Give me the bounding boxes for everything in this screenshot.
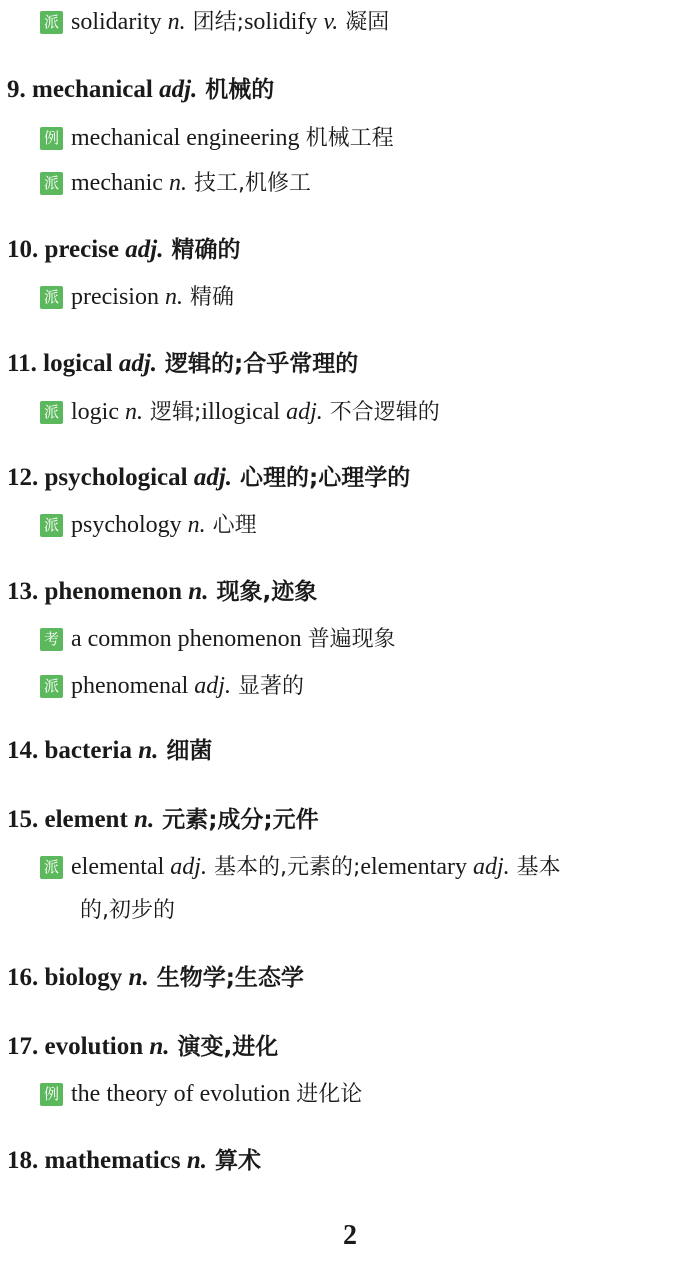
english-term: elemental — [71, 854, 171, 880]
entry-subline — [40, 670, 304, 703]
chinese-gloss: 的,初步的 — [80, 898, 175, 923]
english-term: 13. phenomenon — [7, 578, 189, 605]
part-of-speech: n. — [187, 512, 206, 538]
english-term: 11. logical — [7, 350, 119, 377]
english-term: 14. bacteria — [7, 737, 139, 764]
derivative-badge: 派 — [40, 675, 63, 698]
chinese-gloss: 团结; — [185, 10, 245, 35]
chinese-gloss: 技工,机修工 — [186, 171, 311, 196]
chinese-gloss: 逻辑的;合乎常理的 — [157, 351, 359, 377]
english-term: 9. mechanical — [7, 76, 160, 103]
english-term: 17. evolution — [7, 1033, 150, 1060]
entry-headword — [7, 234, 240, 266]
chinese-gloss: 基本 — [509, 855, 561, 880]
part-of-speech: n. — [138, 737, 159, 764]
chinese-gloss: 细菌 — [158, 738, 213, 764]
part-of-speech: n. — [188, 578, 209, 605]
english-term: precision — [71, 284, 165, 310]
entry-headword — [7, 74, 274, 106]
english-term: phenomenal — [71, 673, 195, 699]
english-term: 15. element — [7, 806, 135, 833]
english-term: mechanic — [71, 170, 169, 196]
chinese-gloss: 精确 — [182, 285, 234, 310]
english-term: solidify — [244, 9, 324, 35]
english-term: mechanical engineering — [71, 125, 306, 151]
part-of-speech: n. — [164, 284, 183, 310]
english-term: logic — [71, 399, 125, 425]
chinese-gloss: 不合逻辑的 — [322, 400, 440, 425]
entry-headword — [7, 576, 317, 608]
entry-headword — [7, 804, 319, 836]
chinese-gloss: 演变,进化 — [169, 1034, 279, 1060]
english-term: 16. biology — [7, 964, 129, 991]
english-term: elementary — [360, 854, 473, 880]
derivative-badge: 派 — [40, 11, 63, 34]
chinese-gloss: 普遍现象 — [307, 627, 396, 652]
page-number: 2 — [343, 1220, 357, 1251]
part-of-speech: adj. — [286, 399, 323, 425]
derivative-badge: 派 — [40, 286, 63, 309]
chinese-gloss: 现象,迹象 — [208, 579, 318, 605]
part-of-speech: adj. — [159, 76, 198, 103]
chinese-gloss: 心理 — [205, 513, 257, 538]
english-term: 18. mathematics — [7, 1147, 187, 1174]
derivative-badge: 派 — [40, 514, 63, 537]
entry-headword — [7, 1031, 278, 1063]
chinese-gloss: 精确的 — [163, 237, 241, 263]
english-term: 10. precise — [7, 236, 126, 263]
entry-subline — [40, 623, 396, 656]
entry-subline — [40, 167, 311, 200]
entry-subline — [40, 851, 561, 884]
example-badge: 例 — [40, 127, 63, 150]
english-term: 12. psychological — [7, 464, 194, 491]
part-of-speech: n. — [125, 399, 143, 425]
english-term: solidarity — [71, 9, 168, 35]
chinese-gloss: 凝固 — [338, 10, 390, 35]
entry-continuation — [80, 895, 175, 927]
chinese-gloss: 进化论 — [296, 1082, 363, 1107]
part-of-speech: adj. — [125, 236, 164, 263]
entry-headword — [7, 735, 212, 767]
entry-headword — [7, 962, 304, 994]
chinese-gloss: 元素;成分;元件 — [154, 807, 319, 833]
entry-subline — [40, 122, 394, 155]
part-of-speech: n. — [149, 1033, 170, 1060]
entry-headword — [7, 348, 358, 380]
entry-subline — [40, 509, 257, 542]
chinese-gloss: 机械的 — [197, 77, 275, 103]
entry-subline — [40, 1078, 362, 1111]
entry-subline — [40, 396, 440, 429]
english-term: the theory of evolution — [71, 1081, 297, 1107]
entry-headword — [7, 1145, 261, 1177]
chinese-gloss: 机械工程 — [305, 126, 394, 151]
chinese-gloss: 显著的 — [230, 674, 304, 699]
english-term: a common phenomenon — [71, 626, 308, 652]
part-of-speech: n. — [134, 806, 155, 833]
chinese-gloss: 逻辑; — [143, 400, 202, 425]
english-term: psychology — [71, 512, 188, 538]
entry-subline — [40, 6, 389, 39]
part-of-speech: adj. — [170, 854, 207, 880]
derivative-badge: 派 — [40, 401, 63, 424]
derivative-badge: 派 — [40, 856, 63, 879]
part-of-speech: adj. — [118, 350, 158, 377]
chinese-gloss: 生物学;生态学 — [148, 965, 304, 991]
part-of-speech: n. — [128, 964, 149, 991]
example-badge: 例 — [40, 1083, 63, 1106]
part-of-speech: v. — [323, 9, 339, 35]
chinese-gloss: 心理的;心理学的 — [232, 465, 411, 491]
part-of-speech: n. — [168, 170, 187, 196]
part-of-speech: adj. — [194, 673, 231, 699]
chinese-gloss: 算术 — [206, 1148, 261, 1174]
part-of-speech: adj. — [193, 464, 233, 491]
derivative-badge: 派 — [40, 172, 63, 195]
part-of-speech: adj. — [472, 854, 510, 880]
english-term: illogical — [201, 399, 287, 425]
chinese-gloss: 基本的,元素的; — [206, 855, 361, 880]
entry-headword — [7, 462, 410, 494]
entry-subline — [40, 281, 234, 314]
part-of-speech: n. — [186, 1147, 207, 1174]
exam-badge: 考 — [40, 628, 63, 651]
part-of-speech: n. — [167, 9, 186, 35]
